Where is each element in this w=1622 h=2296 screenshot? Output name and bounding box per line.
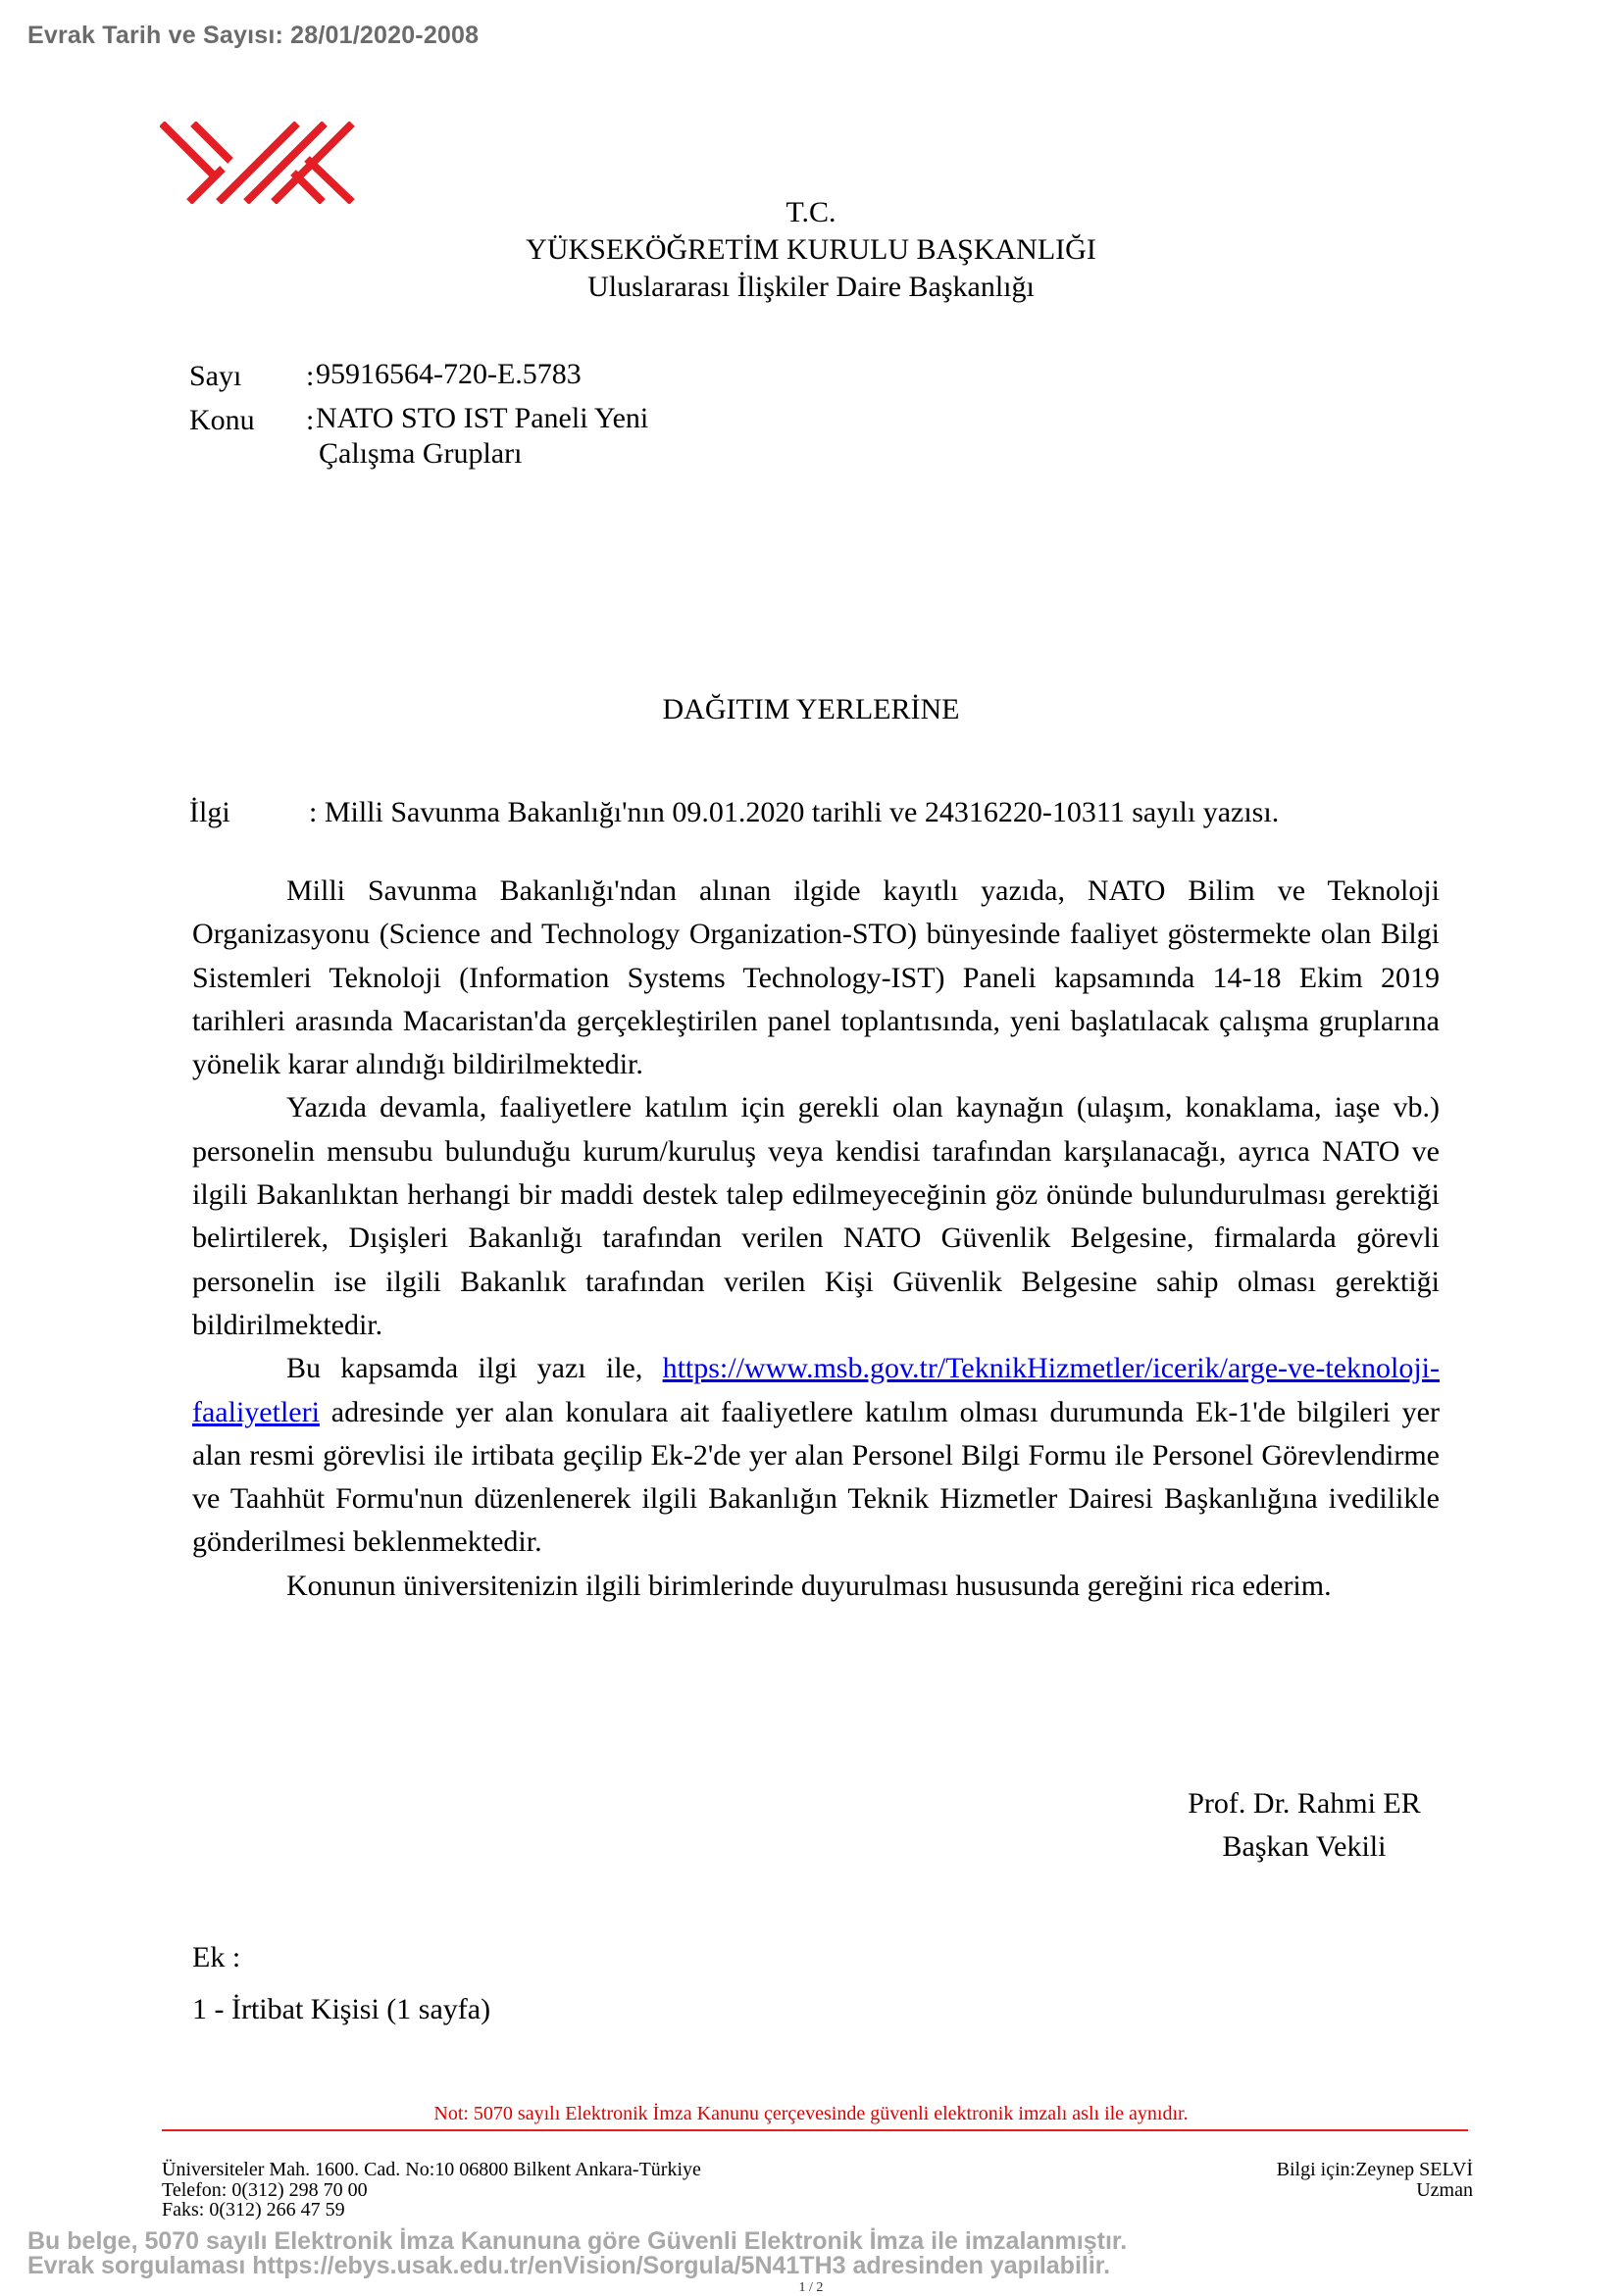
sayi-label: Sayı	[189, 360, 242, 392]
footer-contact-name: Bilgi için:Zeynep SELVİ	[1276, 2159, 1473, 2180]
paragraph-1: Milli Savunma Bakanlığı'ndan alınan ilgide kayıtlı yazıda, NATO Bilim ve Teknoloji Organizasyonu (Science and Technology Organization-STO) bünyesinde faaliyet göstermekte olan Bilgi Sistemleri Teknoloji (Information Systems Technology-IST) Paneli kapsamında 14-18 Ekim 2019 tarihleri arasında Macaristan'da gerçekleştirilen panel toplantısında, yeni başlatılacak çalışma gruplarına yönelik karar alındığı bildirilmektedir.	[192, 874, 1440, 1081]
footer-contact-info	[162, 2160, 701, 2221]
ilgi-label: İlgi	[189, 796, 230, 828]
signature-block	[1157, 1782, 1451, 1869]
paragraph-3-lead: Bu kapsamda ilgi yazı ile,	[286, 1352, 663, 1385]
header-institution: YÜKSEKÖĞRETİM KURULU BAŞKANLIĞI	[526, 233, 1096, 266]
konu-label: Konu	[189, 404, 255, 436]
msb-link[interactable]: https://www.msb.gov.tr/TeknikHizmetler/icerik/arge-ve-teknoloji-faaliyetleri	[192, 1352, 1440, 1428]
paragraph-2: Yazıda devamla, faaliyetlere katılım için gerekli olan kaynağın (ulaşım, konaklama, iaşe vb.) personelin mensubu bulunduğu kurum/kuruluş veya kendisi tarafından karşılanacağı, ayrıca NATO ve ilgili Bakanlıktan herhangi bir maddi destek talep edilmeyeceğinin göz önünde bulundurulması gerektiği belirtilerek, Dışişleri Bakanlığı tarafından verilen NATO Güvenlik Belgesine, firmalarda görevli personelin ise ilgili Bakanlık tarafından verilen Kişi Güvenlik Belgesine sahip olması gerektiği bildirilmektedir.	[192, 1091, 1440, 1341]
signatory-title: Başkan Vekili	[1222, 1830, 1387, 1863]
verification-line-1: Bu belge, 5070 sayılı Elektronik İmza Kanununa göre Güvenli Elektronik İmza ile imzalanmıştır.	[27, 2227, 1128, 2255]
paragraph-4: Konunun üniversitenizin ilgili birimlerinde duyurulması hususunda gereğini rica ederim.	[286, 1569, 1332, 1602]
footer-info-person	[1277, 2160, 1473, 2200]
e-signature-note: Not: 5070 sayılı Elektronik İmza Kanunu çerçevesinde güvenli elektronik imzalı aslı ile aynıdır.	[433, 2103, 1189, 2124]
sayi-value: 95916564-720-E.5783	[316, 358, 582, 390]
paragraph-3	[192, 1347, 1440, 1564]
yok-logo-icon	[160, 122, 374, 204]
konu-colon: :	[306, 404, 315, 436]
recipient-heading: DAĞITIM YERLERİNE	[662, 693, 960, 725]
document-stamp: Evrak Tarih ve Sayısı: 28/01/2020-2008	[27, 22, 480, 49]
footer-divider	[162, 2129, 1468, 2131]
signatory-name: Prof. Dr. Rahmi ER	[1188, 1787, 1421, 1820]
footer-address: Üniversiteler Mah. 1600. Cad. No:10 06800 Bilkent Ankara-Türkiye	[162, 2159, 701, 2180]
konu-value-line1: NATO STO IST Paneli Yeni	[316, 402, 649, 434]
verification-line-2: Evrak sorgulaması https://ebys.usak.edu.tr/enVision/Sorgula/5N41TH3 adresinden yapılabilir.	[27, 2252, 1111, 2279]
ilgi-text: : Milli Savunma Bakanlığı'nın 09.01.2020 tarihli ve 24316220-10311 sayılı yazısı.	[309, 796, 1280, 828]
attachments-label: Ek :	[192, 1941, 241, 1973]
sayi-colon: :	[306, 360, 315, 392]
page-number: 1 / 2	[798, 2280, 824, 2295]
footer-fax: Faks: 0(312) 266 47 59	[162, 2199, 345, 2221]
konu-value-line2: Çalışma Grupları	[319, 437, 523, 470]
header-department: Uluslararası İlişkiler Daire Başkanlığı	[587, 271, 1035, 303]
footer-phone: Telefon: 0(312) 298 70 00	[162, 2178, 368, 2201]
letter-body	[192, 870, 1440, 1608]
header-tc: T.C.	[786, 196, 836, 228]
attachment-item: 1 - İrtibat Kişisi (1 sayfa)	[192, 1993, 491, 2025]
footer-contact-title: Uzman	[1416, 2178, 1473, 2201]
paragraph-3-rest: adresinde yer alan konulara ait faaliyetlere katılım olması durumunda Ek-1'de bilgileri yer alan resmi görevlisi ile irtibata geçilip Ek-2'de yer alan Personel Bilgi Formu ile Personel Görevlendirme ve Taahhüt Formu'nun düzenlenerek ilgili Bakanlığın Teknik Hizmetler Dairesi Başkanlığına ivedilikle gönderilmesi beklenmektedir.	[192, 1395, 1440, 1559]
